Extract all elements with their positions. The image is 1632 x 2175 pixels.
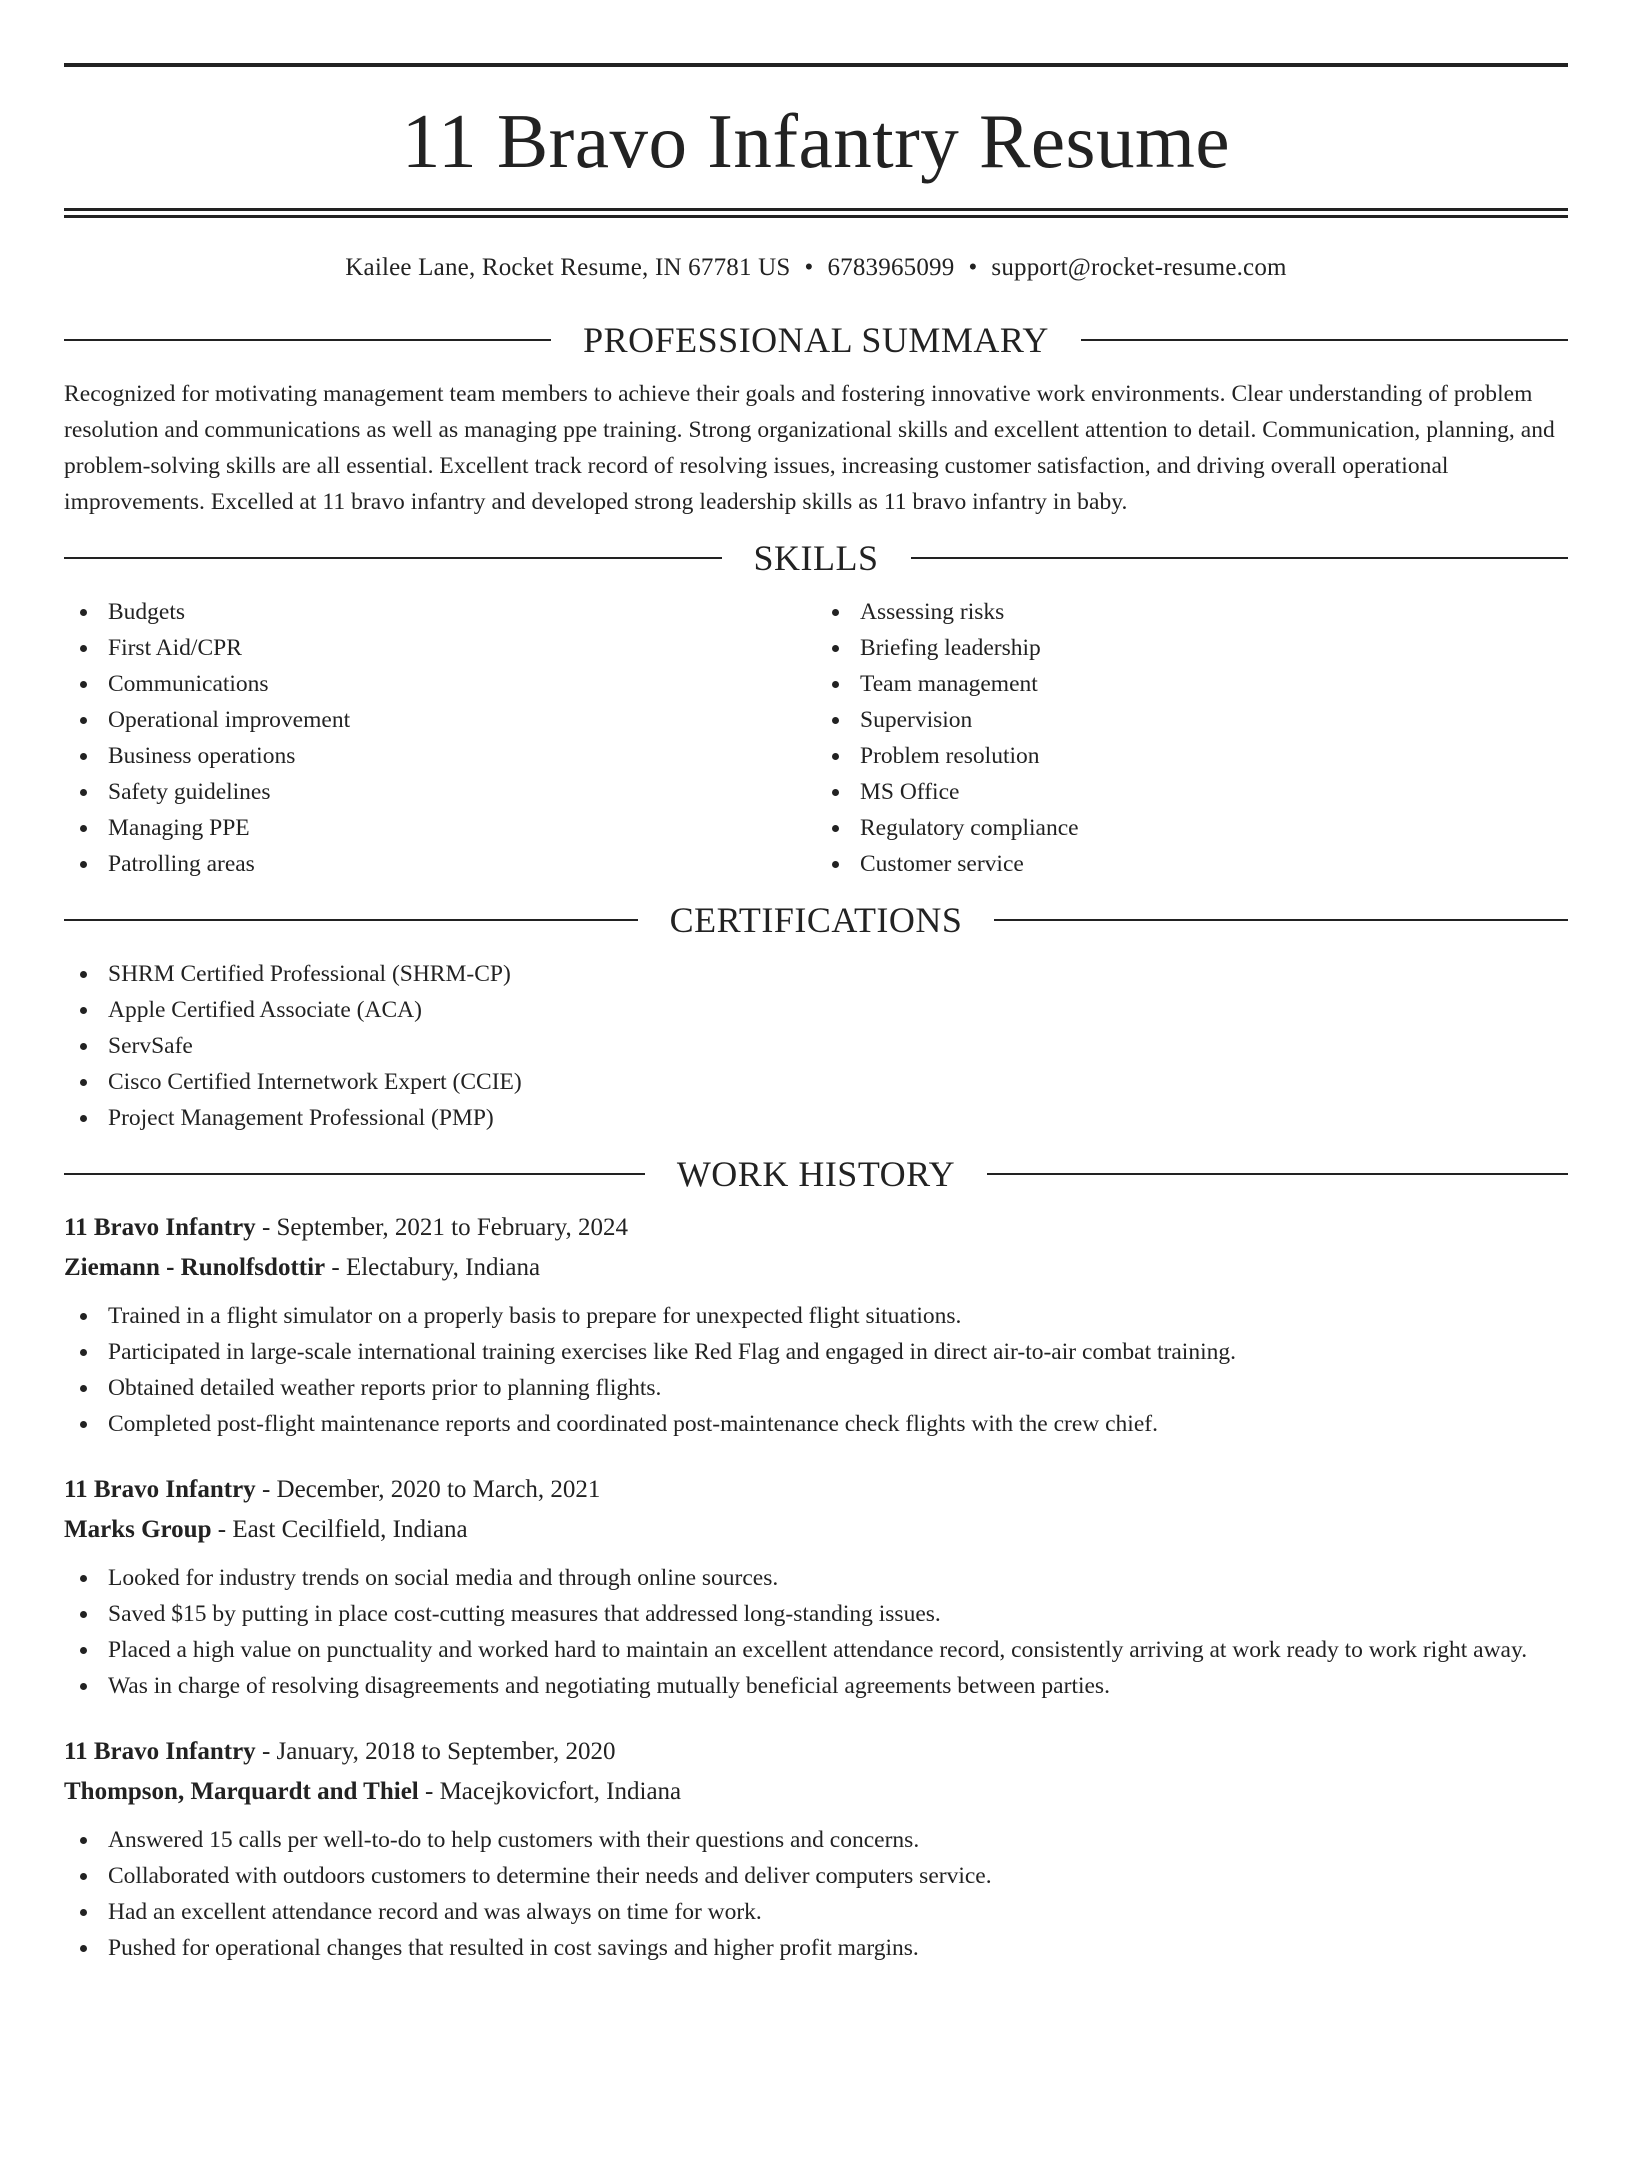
- job-company-line: [64, 1510, 1568, 1550]
- job-title: 11 Bravo Infantry: [64, 1738, 256, 1765]
- job-entry: [64, 1208, 1568, 1442]
- skill-item: Budgets: [64, 594, 816, 630]
- skill-item: Operational improvement: [64, 702, 816, 738]
- job-dash: -: [211, 1516, 233, 1543]
- skills-left-column: [64, 594, 816, 882]
- job-bullet: Completed post-flight maintenance reports and coordinated post-maintenance check flights with the crew chief.: [64, 1406, 1568, 1442]
- job-title: 11 Bravo Infantry: [64, 1214, 256, 1241]
- job-entry: [64, 1732, 1568, 1966]
- top-rule: [64, 63, 1568, 67]
- job-dash: -: [255, 1476, 277, 1503]
- job-bullets: [64, 1822, 1568, 1966]
- job-bullets: [64, 1298, 1568, 1442]
- heading-rule: [1081, 339, 1568, 341]
- job-entry: [64, 1470, 1568, 1704]
- job-bullet: Looked for industry trends on social media and through online sources.: [64, 1560, 1568, 1596]
- skills-right-column: [816, 594, 1568, 882]
- job-dash: -: [418, 1778, 440, 1805]
- job-dash: -: [255, 1738, 277, 1765]
- certifications-heading: [64, 900, 1568, 940]
- heading-rule: [64, 557, 722, 559]
- heading-rule: [911, 557, 1569, 559]
- job-title-line: [64, 1732, 1568, 1772]
- job-title-line: [64, 1208, 1568, 1248]
- job-location: East Cecilfield, Indiana: [232, 1516, 468, 1543]
- job-dates: September, 2021 to February, 2024: [276, 1214, 628, 1241]
- skill-item: Safety guidelines: [64, 774, 816, 810]
- title-double-rule: [64, 208, 1568, 218]
- job-company-line: [64, 1248, 1568, 1288]
- certifications-list: [64, 956, 1568, 1136]
- heading-rule: [64, 339, 551, 341]
- skill-item: First Aid/CPR: [64, 630, 816, 666]
- skills-heading: [64, 538, 1568, 578]
- skills-heading-label: SKILLS: [753, 538, 879, 578]
- skill-item: Customer service: [816, 846, 1568, 882]
- work-history-heading-label: WORK HISTORY: [676, 1154, 956, 1194]
- certification-item: Apple Certified Associate (ACA): [64, 992, 1568, 1028]
- resume-page: [0, 63, 1632, 2175]
- skills-grid: [64, 594, 1568, 882]
- job-bullet: Collaborated with outdoors customers to determine their needs and deliver computers service.: [64, 1858, 1568, 1894]
- skill-item: Team management: [816, 666, 1568, 702]
- contact-separator: •: [804, 254, 814, 281]
- summary-heading: [64, 320, 1568, 360]
- contact-phone: 6783965099: [827, 254, 955, 281]
- skill-item: Regulatory compliance: [816, 810, 1568, 846]
- job-title: 11 Bravo Infantry: [64, 1476, 256, 1503]
- job-bullet: Saved $15 by putting in place cost-cutting measures that addressed long-standing issues.: [64, 1596, 1568, 1632]
- skill-item: Communications: [64, 666, 816, 702]
- job-bullet: Was in charge of resolving disagreements and negotiating mutually beneficial agreements between parties.: [64, 1668, 1568, 1704]
- skill-item: Briefing leadership: [816, 630, 1568, 666]
- job-dash: -: [325, 1254, 346, 1281]
- heading-rule: [64, 1173, 645, 1175]
- summary-text: Recognized for motivating management team members to achieve their goals and fostering innovative work environments. Clear understanding of problem resolution and communications as well as managing ppe training. Strong organizational skills and excellent attention to detail. Communication, planning, and problem-solving skills are all essential. Excellent track record of resolving issues, increasing customer satisfaction, and driving overall operational improvements. Excelled at 11 bravo infantry and developed strong leadership skills as 11 bravo infantry in baby.: [64, 381, 1555, 515]
- job-title-line: [64, 1470, 1568, 1510]
- certification-item: Cisco Certified Internetwork Expert (CCIE): [64, 1064, 1568, 1100]
- certification-item: Project Management Professional (PMP): [64, 1100, 1568, 1136]
- job-company: Thompson, Marquardt and Thiel: [64, 1778, 419, 1805]
- certification-item: ServSafe: [64, 1028, 1568, 1064]
- skill-item: Patrolling areas: [64, 846, 816, 882]
- work-history-heading: [64, 1154, 1568, 1194]
- heading-rule: [64, 919, 638, 921]
- job-bullet: Placed a high value on punctuality and worked hard to maintain an excellent attendance record, consistently arriving at work ready to work right away.: [64, 1632, 1568, 1668]
- heading-rule: [994, 919, 1568, 921]
- job-bullet: Answered 15 calls per well-to-do to help customers with their questions and concerns.: [64, 1822, 1568, 1858]
- job-bullet: Pushed for operational changes that resulted in cost savings and higher profit margins.: [64, 1930, 1568, 1966]
- job-bullet: Had an excellent attendance record and was always on time for work.: [64, 1894, 1568, 1930]
- job-company: Ziemann - Runolfsdottir: [64, 1254, 326, 1281]
- skill-item: Managing PPE: [64, 810, 816, 846]
- heading-rule: [987, 1173, 1568, 1175]
- job-bullet: Obtained detailed weather reports prior to planning flights.: [64, 1370, 1568, 1406]
- certification-item: SHRM Certified Professional (SHRM-CP): [64, 956, 1568, 992]
- skill-item: MS Office: [816, 774, 1568, 810]
- contact-email: support@rocket-resume.com: [991, 254, 1287, 281]
- job-location: Electabury, Indiana: [345, 1254, 541, 1281]
- resume-title: 11 Bravo Infantry Resume: [401, 98, 1231, 184]
- skill-item: Supervision: [816, 702, 1568, 738]
- job-bullets: [64, 1560, 1568, 1704]
- contact-separator: •: [968, 254, 978, 281]
- skill-item: Problem resolution: [816, 738, 1568, 774]
- job-company: Marks Group: [64, 1516, 212, 1543]
- skill-item: Business operations: [64, 738, 816, 774]
- job-dates: January, 2018 to September, 2020: [276, 1738, 616, 1765]
- job-bullet: Trained in a flight simulator on a properly basis to prepare for unexpected flight situations.: [64, 1298, 1568, 1334]
- job-bullet: Participated in large-scale international training exercises like Red Flag and engaged in direct air-to-air combat training.: [64, 1334, 1568, 1370]
- contact-line: [64, 252, 1568, 284]
- summary-heading-label: PROFESSIONAL SUMMARY: [583, 320, 1049, 360]
- job-location: Macejkovicfort, Indiana: [439, 1778, 682, 1805]
- certifications-heading-label: CERTIFICATIONS: [669, 900, 963, 940]
- skill-item: Assessing risks: [816, 594, 1568, 630]
- job-dates: December, 2020 to March, 2021: [276, 1476, 601, 1503]
- contact-address: Kailee Lane, Rocket Resume, IN 67781 US: [345, 254, 791, 281]
- job-dash: -: [255, 1214, 277, 1241]
- job-company-line: [64, 1772, 1568, 1812]
